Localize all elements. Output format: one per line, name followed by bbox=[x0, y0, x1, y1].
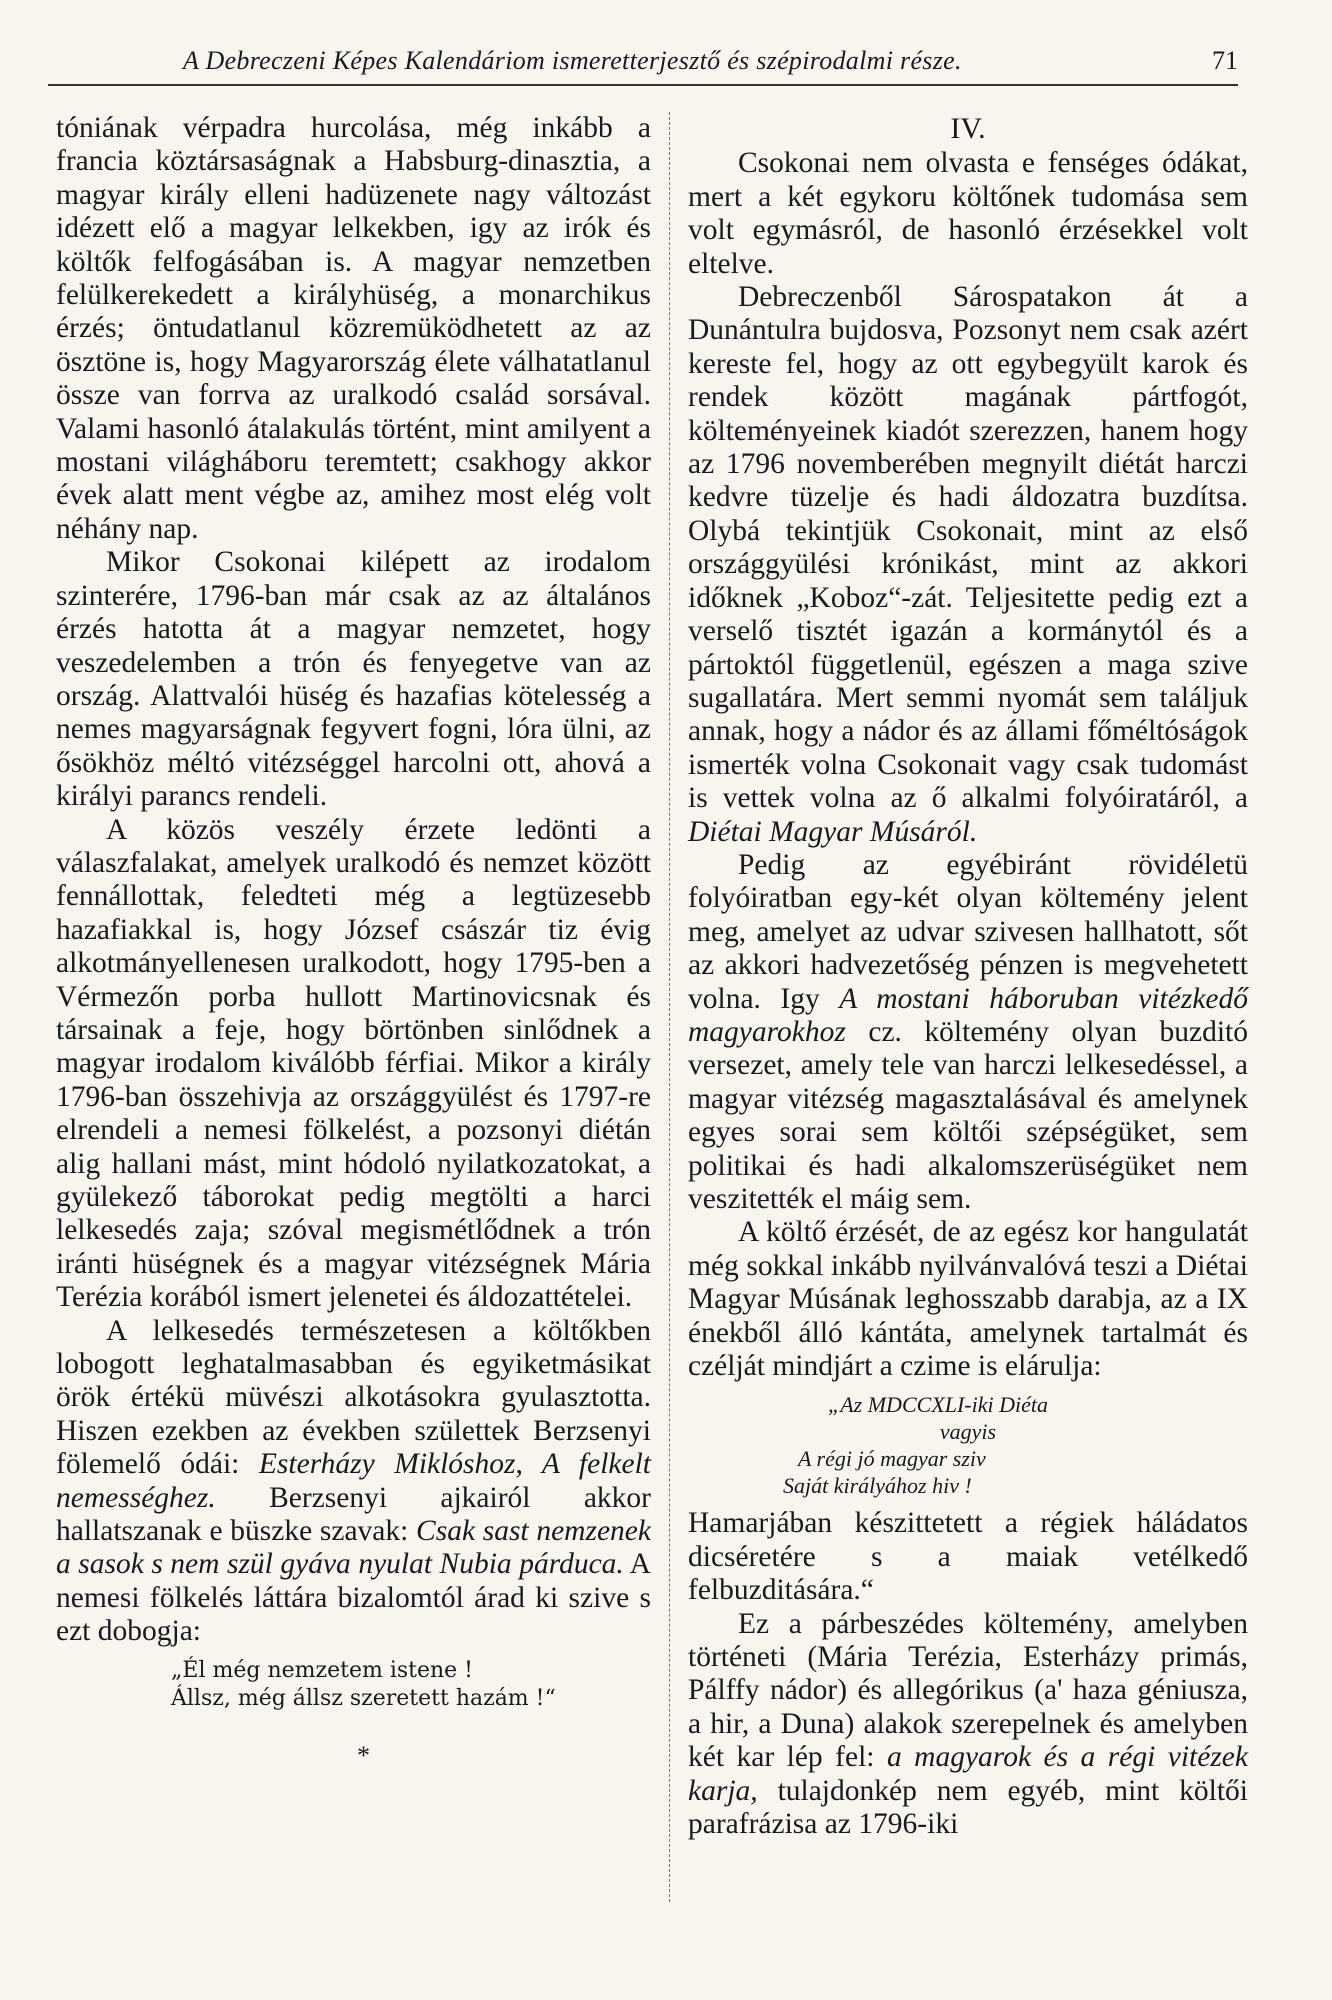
italic-title: Diétai Magyar Músáról. bbox=[688, 815, 978, 848]
italic-title: A mostani háboruban vitézkedő magyarokhoz bbox=[688, 982, 1249, 1048]
column-divider bbox=[669, 112, 670, 1902]
italic-phrase: a magyarok és a régi vitézek karja, bbox=[688, 1741, 1248, 1807]
paragraph bbox=[688, 849, 1248, 1216]
running-title: A Debreczeni Képes Kalendáriom ismeretterjesztő és szépirodalmi része. bbox=[183, 46, 962, 75]
verse-line: vagyis bbox=[939, 1419, 997, 1445]
verse-quote bbox=[171, 1657, 651, 1713]
verse-line: A régi jó magyar sziv bbox=[798, 1446, 986, 1472]
paragraph: Hamarjában készittetett a régiek háládatos dicséretére s a maiak vetélkedő felbuzditására.“ bbox=[688, 1507, 1248, 1607]
text-run: Debreczenből Sárospatakon át a Dunántulra bujdosva, Pozsonyt nem csak azért kereste fel, hogy az ott egybegyült karok és rendek között magának pártfogót, költeményeinek kiadót szerezzen, hanem hogy az 1796 novemberében megnyilt diétát harczi kedvre tüzelje és hadi áldozatra buzdítsa. Olybá tekintjük Csokonait, mint az első országgyülési krónikást, mint az akkori időknek „Koboz“-zát. Teljesitette pedig ezt a verselő tisztét igazán a kormánytól és a pártoktól függetlenül, egészen a maga szive sugallatára. Mert semmi nyomát sem találjuk annak, hogy a nádor és az állami főméltóságok ismerték volna Csokonait vagy csak tudomást is vettek volna az ő alkalmi folyóiratáról, a bbox=[688, 281, 1248, 815]
section-number: IV. bbox=[950, 112, 986, 145]
verse-line: Saját királyához hiv ! bbox=[783, 1473, 972, 1499]
verse-line: Állsz, még állsz szeretett hazám !“ bbox=[171, 1685, 556, 1711]
right-column bbox=[688, 112, 1248, 1842]
text-run: tulajdonkép nem egyéb, mint költői parafrázisa az 1796-iki bbox=[688, 1774, 1248, 1841]
text-run: Ez a párbeszédes költemény, amelyben történeti (Mária Terézia, Esterházy primás, Pálffy nádor) és allegórikus (a' haza géniusza, a hir, a Duna) alakok szerepelnek és amelyben két kar lép fel: bbox=[688, 1607, 1248, 1774]
verse-line: „Az MDCCXLI-iki Diéta bbox=[828, 1392, 1048, 1418]
paragraph: tóniának vérpadra hurcolása, még inkább a francia köztársaságnak a Habsburg-dinasztia, a magyar király elleni hadüzenete nagy változást idézett elő a magyar lelkekben, igy az irók és költők felfogásában is. A magyar nemzetben felülkerekedett a királyhüség, a monarchikus érzés; öntudatlanul közremüködhetett az az ösztöne is, hogy Magyarország élete válhatatlanul össze van forrva az uralkodó család sorsával. Valami hasonló átalakulás történt, mint amilyent a mostani világháboru teremtett; csakhogy akkor évek alatt ment végbe az, amihez most elég volt néhány nap. bbox=[56, 112, 651, 545]
text-run: A nemesi fölkelés láttára bizalomtól árad ki szive s ezt dobogja: bbox=[56, 1548, 651, 1648]
text-run: A lelkesedés természetesen a költőkben lobogott leghatalmasabban és egyiketmásikat örök értékü müvészi alkotásokra gyulasztotta. Hiszen ezekben az években születtek Berzsenyi fölemelő ódái: bbox=[56, 1314, 651, 1481]
text-run: Pedig az egyébiránt rövidéletü folyóiratban egy-két olyan költemény jelent meg, amelyet az udvar szivesen hallhatott, sőt az akkori hadvezetőség pénzen is megvehetett volna. Igy bbox=[688, 848, 1248, 1015]
paragraph: A közös veszély érzete ledönti a válaszfalakat, amelyek uralkodó és nemzet között fennállottak, feledteti még a legtüzesebb hazafiakkal is, hogy József császár tiz évig alkotmányellenesen uralkodott, hogy 1795-ben a Vérmezőn porba hullott Martinovicsnak és társainak a feje, hogy börtönben sinlődnek a magyar irodalom kiválóbb férfiai. Mikor a király 1796-ban összehivja az országgyülést és 1797-re elrendeli a nemesi fölkelést, a pozsonyi diétán alig hallani mást, mint hódoló nyilatkozatokat, a gyülekező táborokat pedig megtölti a harci lelkesedés zaja; szóval megismétlődnek a trón iránti hüségnek és a magyar vitézségnek Mária Terézia korából ismert jelenetei és áldozattételei. bbox=[56, 813, 651, 1314]
cantata-title-verse bbox=[688, 1391, 1248, 1499]
page-number: 71 bbox=[1212, 46, 1238, 75]
paragraph: Mikor Csokonai kilépett az irodalom szinterére, 1796-ban már csak az az általános érzés hatotta át a magyar nemzetet, hogy veszedelemben a trón és fenyegetve van az ország. Alattvalói hüség és hazafias kötelesség a nemes magyarságnak fegyvert fogni, lóra ülni, az ősökhöz méltó vitézséggel harcolni ott, ahová a királyi parancs rendeli. bbox=[56, 546, 651, 813]
italic-title: Esterházy Miklóshoz, A felkelt nemességhez. bbox=[56, 1448, 651, 1514]
asterisk-separator: * bbox=[357, 1740, 370, 1770]
text-run: cz. költemény olyan buzditó versezet, amely tele van harczi lelkesedéssel, a magyar vitézség magasztalásával és amelynek egyes sorai sem költői szépségüket, sem politikai és hadi alkalomszerüségüket nem veszitették el máig sem. bbox=[688, 1015, 1248, 1215]
left-column bbox=[56, 112, 651, 1772]
text-run: Berzsenyi ajkairól akkor hallatszanak e büszke szavak: bbox=[56, 1481, 651, 1548]
paragraph bbox=[56, 1315, 651, 1649]
paragraph: A költő érzését, de az egész kor hangulatát még sokkal inkább nyilvánvalóvá teszi a Diétai Magyar Músának leghosszabb darabja, az a IX énekből álló kántáta, amelynek tartalmát és czélját mindjárt a czime is elárulja: bbox=[688, 1216, 1248, 1383]
paragraph bbox=[688, 1608, 1248, 1842]
paragraph bbox=[688, 281, 1248, 849]
page-header bbox=[48, 38, 1238, 86]
verse-line: „Él még nemzetem istene ! bbox=[171, 1657, 474, 1683]
italic-quote: Csak sast nemzenek a sasok s nem szül gyáva nyulat Nubia párduca. bbox=[56, 1515, 651, 1581]
paragraph: Csokonai nem olvasta e fenséges ódákat, mert a két egykoru költőnek tudomása sem volt egymásról, de hasonló érzésekkel volt eltelve. bbox=[688, 147, 1248, 280]
